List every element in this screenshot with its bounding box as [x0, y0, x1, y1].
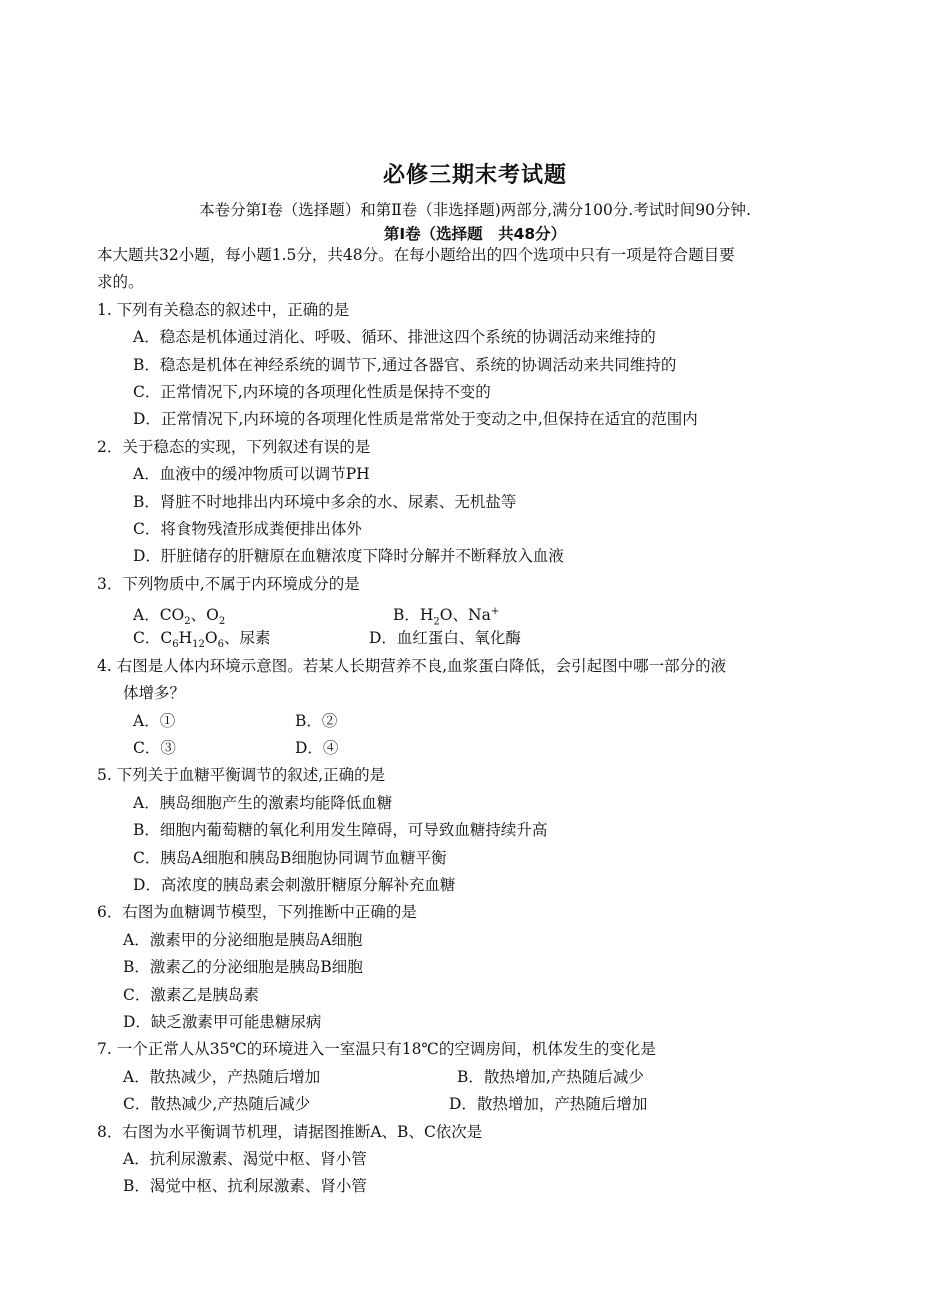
question-6-option-d: D．缺乏激素甲可能患糖尿病 [123, 1012, 322, 1031]
question-2-stem: 2．关于稳态的实现，下列叙述有误的是 [97, 437, 371, 456]
question-4-stem: 4. 右图是人体内环境示意图。若某人长期营养不良,血浆蛋白降低，会引起图中哪一部分的液 [97, 656, 727, 675]
question-3-stem: 3．下列物质中,不属于内环境成分的是 [97, 574, 360, 593]
question-6-stem: 6．右图为血糖调节模型，下列推断中正确的是 [97, 903, 417, 922]
question-2-option-c: C．将食物残渣形成粪便排出体外 [133, 519, 362, 538]
question-list [97, 242, 867, 1201]
question-4-option-a: A．① [133, 711, 176, 730]
question-4-option-b: B．② [295, 711, 338, 730]
question-7-options-row-2 [97, 1091, 867, 1118]
question-7-option-c: C．散热减少,产热随后减少 [123, 1095, 311, 1114]
question-3-options-row-2 [97, 625, 867, 652]
question-5-option-b: B．细胞内葡萄糖的氧化利用发生障碍，可导致血糖持续升高 [133, 821, 548, 840]
question-3-option-c: C．$C_6H_{12}O_6$、尿素 [133, 629, 271, 651]
question-4-options-row-2 [97, 735, 867, 762]
question-6-option-c: C．激素乙是胰岛素 [123, 985, 259, 1004]
question-4-option-c: C．③ [133, 739, 176, 758]
question-1-stem: 1. 下列有关稳态的叙述中，正确的是 [97, 300, 350, 319]
question-2-option-a: A．血液中的缓冲物质可以调节PH [133, 465, 370, 484]
question-6-option-a: A．激素甲的分泌细胞是胰岛A细胞 [123, 930, 363, 949]
intro-text: 本大题共32小题，每小题1.5分，共48分。在每小题给出的四个选项中只有一项是符合题目要 [97, 246, 735, 264]
question-4-options-row-1 [97, 708, 867, 735]
question-1-option-c: C．正常情况下,内环境的各项理化性质是保持不变的 [133, 382, 491, 401]
question-4-stem-cont: 体增多？ [123, 684, 186, 703]
question-8-option-b: B．渴觉中枢、抗利尿激素、肾小管 [123, 1177, 367, 1196]
question-2-option-b: B．肾脏不时地排出内环境中多余的水、尿素、无机盐等 [133, 492, 517, 511]
question-8-option-a: A．抗利尿激素、渴觉中枢、肾小管 [123, 1149, 367, 1168]
question-3-option-d: D．血红蛋白、氧化酶 [369, 629, 521, 648]
question-5-option-d: D．高浓度的胰岛素会刺激肝糖原分解补充血糖 [133, 875, 456, 894]
question-4-option-d: D．④ [295, 739, 339, 758]
question-3-option-a: A．$CO_2$、$O_2$ [133, 606, 226, 628]
question-6-option-b: B．激素乙的分泌细胞是胰岛B细胞 [123, 958, 363, 977]
question-5-option-c: C．胰岛A细胞和胰岛B细胞协同调节血糖平衡 [133, 848, 447, 867]
section-heading: 第Ⅰ卷（选择题 共48分） [383, 225, 567, 243]
question-1-option-d: D．正常情况下,内环境的各项理化性质是常常处于变动之中,但保持在适宜的范围内 [133, 410, 698, 429]
question-7-options-row-1 [97, 1064, 867, 1091]
intro-text: 求的。 [97, 273, 144, 292]
exam-instructions: 本卷分第Ⅰ卷（选择题）和第Ⅱ卷（非选择题)两部分,满分100分.考试时间90分钟. [199, 201, 751, 219]
question-2-option-d: D．肝脏储存的肝糖原在血糖浓度下降时分解并不断释放入血液 [133, 547, 564, 566]
question-8-stem: 8．右图为水平衡调节机理，请据图推断A、B、C依次是 [97, 1122, 483, 1141]
page-title: 必修三期末考试题 [382, 163, 567, 188]
question-3-options-row-1 [97, 598, 867, 628]
question-7-option-d: D．散热增加，产热随后增加 [449, 1095, 648, 1114]
question-7-option-b: B．散热增加,产热随后减少 [457, 1067, 644, 1086]
question-5-option-a: A．胰岛细胞产生的激素均能降低血糖 [133, 793, 393, 812]
question-7-option-a: A．散热减少，产热随后增加 [123, 1067, 321, 1086]
question-7-stem: 7. 一个正常人从35℃的环境进入一室温只有18℃的空调房间，机体发生的变化是 [97, 1040, 656, 1059]
question-3-option-b: B．$H_2O$、Na+ [393, 606, 500, 628]
question-1-option-b: B．稳态是机体在神经系统的调节下,通过各器官、系统的协调活动来共同维持的 [133, 355, 677, 374]
question-5-stem: 5. 下列关于血糖平衡调节的叙述,正确的是 [97, 766, 386, 785]
question-1-option-a: A．稳态是机体通过消化、呼吸、循环、排泄这四个系统的协调活动来维持的 [133, 328, 656, 347]
